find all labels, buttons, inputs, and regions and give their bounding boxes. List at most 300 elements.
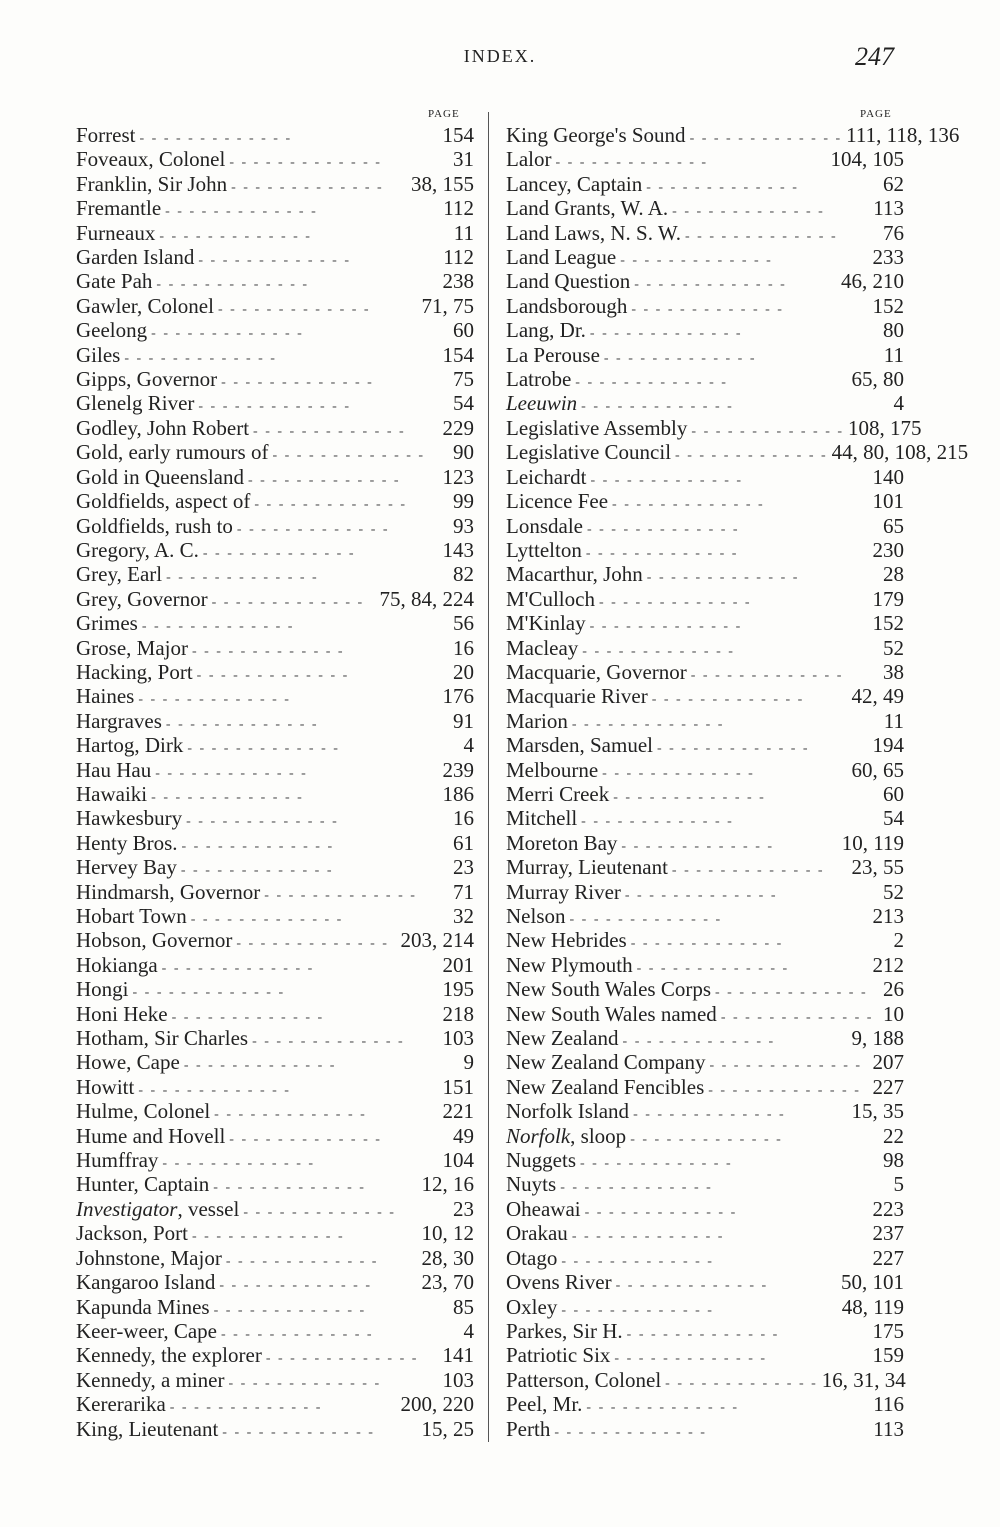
- leader-dashes: - - - - - - - - - - - - -: [690, 667, 844, 683]
- index-pages: 104: [442, 1148, 474, 1173]
- index-entry: [76, 221, 474, 245]
- leader-dashes: - - - - - - - - - - - - -: [247, 472, 401, 488]
- index-term: Giles: [76, 342, 121, 367]
- index-entry: [506, 562, 904, 586]
- index-pages: 104, 105: [830, 147, 904, 172]
- index-entry: [506, 391, 904, 415]
- index-pages: 71: [453, 879, 474, 904]
- index-entry: [76, 782, 474, 806]
- index-term: Nuyts: [506, 1172, 557, 1197]
- index-entry: [506, 294, 904, 318]
- index-term: Hotham, Sir Charles: [76, 1026, 249, 1051]
- index-entry: [76, 928, 474, 952]
- leader-dashes: - - - - - - - - - - - - -: [585, 545, 739, 561]
- index-entry: [76, 806, 474, 830]
- index-term: Oheawai: [506, 1196, 581, 1221]
- index-entry: [506, 1172, 904, 1196]
- index-pages: 5: [893, 1172, 904, 1197]
- index-entry: [76, 611, 474, 635]
- index-term: Hau Hau: [76, 757, 152, 782]
- index-pages: 111, 118, 136: [846, 123, 960, 147]
- index-pages: 82: [453, 562, 474, 587]
- index-entry: [76, 1270, 474, 1294]
- index-term: Leichardt: [506, 464, 587, 489]
- index-term: Legislative Council: [506, 440, 672, 465]
- index-pages: 101: [872, 489, 904, 514]
- index-term: Gate Pah: [76, 269, 153, 294]
- index-term: M'Kinlay: [506, 611, 586, 636]
- leader-dashes: - - - - - - - - - - - - -: [165, 204, 318, 220]
- leader-dashes: - - - - - - - - - - - - -: [691, 423, 845, 439]
- index-pages: 179: [872, 586, 904, 611]
- index-entry: [506, 880, 904, 904]
- index-entry: [76, 636, 474, 660]
- index-term: Gawler, Colonel: [76, 293, 214, 318]
- index-term: Norfolk Island: [506, 1099, 630, 1124]
- index-entry: [76, 514, 474, 538]
- leader-dashes: - - - - - - - - - - - - -: [213, 1180, 366, 1196]
- index-term: Peel, Mr.: [506, 1392, 583, 1417]
- leader-dashes: - - - - - - - - - - - - -: [575, 375, 728, 391]
- leader-dashes: - - - - - - - - - - - - -: [221, 375, 374, 391]
- index-pages: 49: [453, 1123, 474, 1148]
- leader-dashes: - - - - - - - - - - - - -: [624, 887, 778, 903]
- index-term: Perth: [506, 1416, 551, 1441]
- leader-dashes: - - - - - - - - - - - - -: [191, 643, 345, 659]
- leader-dashes: - - - - - - - - - - - - -: [159, 228, 312, 244]
- index-entry: [506, 172, 904, 196]
- index-pages: 143: [442, 537, 474, 562]
- leader-dashes: - - - - - - - - - - - - -: [685, 228, 838, 244]
- index-term: Otago: [506, 1245, 558, 1270]
- index-term: [76, 1197, 239, 1221]
- index-pages: 103: [442, 1367, 474, 1392]
- leader-dashes: - - - - - - - - - - - - -: [665, 1375, 818, 1391]
- index-entry: [76, 684, 474, 708]
- running-head: INDEX.: [463, 46, 537, 66]
- index-pages: 9, 188: [851, 1026, 904, 1051]
- index-pages: 237: [872, 1221, 904, 1246]
- index-pages: 175: [872, 1318, 904, 1343]
- leader-dashes: - - - - - - - - - - - - -: [229, 1131, 382, 1147]
- leader-dashes: - - - - - - - - - - - - -: [634, 277, 787, 293]
- leader-dashes: - - - - - - - - - - - - -: [151, 789, 304, 805]
- index-pages: 99: [453, 489, 474, 514]
- index-entry: [506, 1368, 904, 1392]
- leader-dashes: - - - - - - - - - - - - -: [584, 1204, 738, 1220]
- index-term-italic: Investigator: [76, 1196, 178, 1221]
- index-pages: 20: [453, 659, 474, 684]
- index-entry: [506, 1343, 904, 1367]
- index-pages: 212: [872, 952, 904, 977]
- index-pages: 116: [873, 1392, 904, 1417]
- index-entry: [76, 660, 474, 684]
- index-term: Hume and Hovell: [76, 1123, 226, 1148]
- index-entry: [506, 221, 904, 245]
- index-pages: 60, 65: [851, 757, 904, 782]
- index-term: Kennedy, the explorer: [76, 1343, 262, 1368]
- leader-dashes: - - - - - - - - - - - - -: [581, 814, 734, 830]
- index-entry: [506, 1026, 904, 1050]
- index-term: Kapunda Mines: [76, 1294, 210, 1319]
- index-entry: [76, 1246, 474, 1270]
- index-pages: 60: [883, 781, 904, 806]
- index-pages: 98: [883, 1148, 904, 1173]
- index-entry: [506, 831, 904, 855]
- leader-dashes: - - - - - - - - - - - - -: [571, 1229, 725, 1245]
- index-entry: [506, 1050, 904, 1074]
- index-term: Murray River: [506, 879, 621, 904]
- index-term: Lyttelton: [506, 537, 582, 562]
- index-pages: 200, 220: [400, 1392, 474, 1417]
- leader-dashes: - - - - - - - - - - - - -: [613, 789, 766, 805]
- index-pages: 154: [442, 342, 474, 367]
- index-term: Macquarie, Governor: [506, 659, 687, 684]
- index-term: New South Wales Corps: [506, 977, 711, 1002]
- index-entry: [506, 611, 904, 635]
- index-pages: 22: [883, 1123, 904, 1148]
- leader-dashes: - - - - - - - - - - - - -: [554, 1424, 707, 1440]
- index-pages: 71, 75: [421, 293, 474, 318]
- index-pages: 159: [872, 1343, 904, 1368]
- index-entry: [76, 1295, 474, 1319]
- right-page-column-label: PAGE: [860, 108, 892, 120]
- index-pages: 2: [893, 928, 904, 953]
- index-entry: [76, 1124, 474, 1148]
- leader-dashes: - - - - - - - - - - - - -: [228, 1375, 382, 1391]
- index-entry: [76, 343, 474, 367]
- leader-dashes: - - - - - - - - - - - - -: [222, 1424, 375, 1440]
- leader-dashes: - - - - - - - - - - - - -: [225, 1253, 379, 1269]
- index-pages: 44, 80, 108, 215: [831, 440, 969, 465]
- index-pages: 238: [442, 269, 474, 294]
- index-entry: [76, 1417, 474, 1441]
- index-term: Franklin, Sir John: [76, 171, 228, 196]
- index-pages: 65, 80: [851, 367, 904, 392]
- index-pages: 227: [872, 1245, 904, 1270]
- index-pages: 203, 214: [400, 928, 474, 953]
- index-entry: [76, 294, 474, 318]
- index-pages: 11: [883, 342, 904, 367]
- leader-dashes: - - - - - - - - - - - - -: [190, 912, 344, 927]
- leader-dashes: - - - - - - - - - - - - -: [272, 448, 426, 464]
- index-pages: 154: [442, 123, 474, 147]
- leader-dashes: - - - - - - - - - - - - -: [708, 1082, 861, 1098]
- index-pages: 65: [883, 513, 904, 538]
- leader-dashes: - - - - - - - - - - - - -: [186, 814, 339, 830]
- index-pages: 186: [442, 781, 474, 806]
- index-term: Macleay: [506, 635, 579, 660]
- index-term: Humffray: [76, 1148, 159, 1173]
- index-term: Hacking, Port: [76, 659, 193, 684]
- index-pages: 52: [883, 879, 904, 904]
- leader-dashes: - - - - - - - - - - - - -: [161, 960, 315, 976]
- leader-dashes: - - - - - - - - - - - - -: [589, 619, 743, 635]
- index-column-left: [76, 123, 474, 1441]
- index-pages: 28, 30: [421, 1245, 474, 1270]
- index-entry: [76, 440, 474, 464]
- index-pages: 4: [893, 391, 904, 416]
- index-pages: 91: [453, 708, 474, 733]
- leader-dashes: - - - - - - - - - - - - -: [138, 1082, 291, 1098]
- index-term: Marsden, Samuel: [506, 733, 653, 758]
- index-pages: 108, 175: [848, 415, 922, 440]
- index-pages: 75: [453, 367, 474, 392]
- leader-dashes: - - - - - - - - - - - - -: [166, 570, 319, 586]
- index-term: Gipps, Governor: [76, 367, 218, 392]
- index-term: Murray, Lieutenant: [506, 855, 668, 880]
- index-pages: 4: [463, 733, 474, 758]
- index-term: Geelong: [76, 318, 148, 343]
- index-entry: [76, 1148, 474, 1172]
- index-term: Fremantle: [76, 196, 162, 221]
- leader-dashes: - - - - - - - - - - - - -: [631, 301, 784, 317]
- index-pages: 62: [883, 171, 904, 196]
- index-term: New Hebrides: [506, 928, 627, 953]
- leader-dashes: - - - - - - - - - - - - -: [626, 1326, 780, 1342]
- leader-dashes: - - - - - - - - - - - - -: [586, 521, 740, 537]
- index-entry: [506, 538, 904, 562]
- index-entry: [506, 147, 904, 171]
- index-entry: [76, 1099, 474, 1123]
- index-term: Honi Heke: [76, 1001, 168, 1026]
- index-term: Patterson, Colonel: [506, 1367, 662, 1392]
- index-entry: [76, 855, 474, 879]
- leader-dashes: - - - - - - - - - - - - -: [264, 887, 417, 903]
- leader-dashes: - - - - - - - - - - - - -: [646, 570, 800, 586]
- index-term: Kererarika: [76, 1392, 166, 1417]
- leader-dashes: - - - - - - - - - - - - -: [252, 1034, 405, 1050]
- index-entry: [506, 489, 904, 513]
- index-term: Legislative Assembly: [506, 415, 688, 440]
- index-entry: [76, 269, 474, 293]
- index-term: Land League: [506, 245, 617, 270]
- index-pages: 42, 49: [851, 684, 904, 709]
- leader-dashes: - - - - - - - - - - - - -: [213, 1302, 367, 1318]
- index-entry: [506, 1319, 904, 1343]
- leader-dashes: - - - - - - - - - - - - -: [602, 765, 755, 781]
- index-term: Hobson, Governor: [76, 928, 233, 953]
- index-term: Hulme, Colonel: [76, 1099, 211, 1124]
- index-term: Grimes: [76, 611, 138, 636]
- leader-dashes: - - - - - - - - - - - - -: [656, 741, 810, 757]
- index-term: Melbourne: [506, 757, 599, 782]
- index-entry: [506, 806, 904, 830]
- index-term: New Zealand: [506, 1026, 619, 1051]
- index-entry: [506, 343, 904, 367]
- index-term: New Zealand Fencibles: [506, 1074, 705, 1099]
- left-page-column-label: PAGE: [428, 108, 460, 120]
- leader-dashes: - - - - - - - - - - - - -: [555, 155, 709, 171]
- index-pages: 10: [883, 1001, 904, 1026]
- index-entry: [76, 416, 474, 440]
- page-number: 247: [855, 42, 894, 71]
- index-term: Howe, Cape: [76, 1050, 180, 1075]
- leader-dashes: - - - - - - - - - - - - -: [254, 497, 407, 513]
- index-pages: 152: [872, 293, 904, 318]
- leader-dashes: - - - - - - - - - - - - -: [614, 1351, 768, 1367]
- index-entry: [76, 1002, 474, 1026]
- index-term: Land Grants, W. A.: [506, 196, 669, 221]
- leader-dashes: - - - - - - - - - - - - -: [132, 985, 286, 1001]
- index-pages: 31: [453, 147, 474, 172]
- column-divider: [488, 112, 489, 1442]
- index-pages: 75, 84, 224: [379, 586, 474, 611]
- index-entry: [506, 1197, 904, 1221]
- index-pages: 32: [453, 904, 474, 928]
- leader-dashes: - - - - - - - - - - - - -: [141, 619, 295, 635]
- index-pages: 113: [873, 196, 904, 221]
- leader-dashes: - - - - - - - - - - - - -: [615, 1278, 769, 1294]
- index-term-suffix: , vessel: [177, 1196, 240, 1221]
- leader-dashes: - - - - - - - - - - - - -: [630, 1131, 783, 1147]
- leader-dashes: - - - - - - - - - - - - -: [590, 472, 744, 488]
- index-term: Grey, Governor: [76, 586, 208, 611]
- index-entry: [76, 147, 474, 171]
- index-pages: 46, 210: [841, 269, 904, 294]
- leader-dashes: - - - - - - - - - - - - -: [620, 253, 773, 269]
- leader-dashes: - - - - - - - - - - - - -: [569, 912, 723, 927]
- index-entry: [506, 758, 904, 782]
- index-term: Goldfields, rush to: [76, 513, 233, 538]
- leader-dashes: - - - - - - - - - - - - -: [220, 1326, 374, 1342]
- index-entry: [506, 709, 904, 733]
- leader-dashes: - - - - - - - - - - - - -: [630, 936, 784, 952]
- index-entry: [76, 733, 474, 757]
- index-entry: [76, 172, 474, 196]
- index-pages: 10, 12: [421, 1221, 474, 1246]
- index-pages: 90: [453, 440, 474, 465]
- index-pages: 52: [883, 635, 904, 660]
- index-term: Grose, Major: [76, 635, 188, 660]
- index-pages: 218: [442, 1001, 474, 1026]
- index-entry: [506, 1417, 904, 1441]
- index-entry: [76, 1221, 474, 1245]
- index-entry: [506, 1099, 904, 1123]
- leader-dashes: - - - - - - - - - - - - -: [243, 1204, 396, 1220]
- index-entry: [506, 1246, 904, 1270]
- leader-dashes: - - - - - - - - - - - - -: [709, 1058, 863, 1074]
- index-entry: [76, 977, 474, 1001]
- index-pages: 16, 31, 34: [821, 1367, 906, 1392]
- index-term: Godley, John Robert: [76, 415, 250, 440]
- index-entry: [76, 245, 474, 269]
- index-pages: 76: [883, 220, 904, 245]
- index-term: Land Laws, N. S. W.: [506, 220, 681, 245]
- index-entry: [506, 514, 904, 538]
- index-term: Hargraves: [76, 708, 162, 733]
- index-term: New South Wales named: [506, 1001, 717, 1026]
- index-term: Lalor: [506, 147, 552, 172]
- index-term: Howitt: [76, 1074, 135, 1099]
- index-term: [506, 1124, 626, 1148]
- leader-dashes: - - - - - - - - - - - - -: [672, 204, 825, 220]
- index-pages: 61: [453, 830, 474, 855]
- leader-dashes: - - - - - - - - - - - - -: [180, 863, 334, 879]
- index-pages: 229: [442, 415, 474, 440]
- leader-dashes: - - - - - - - - - - - - -: [671, 863, 825, 879]
- index-entry: [506, 1392, 904, 1416]
- leader-dashes: - - - - - - - - - - - - -: [124, 350, 277, 366]
- leader-dashes: - - - - - - - - - - - - -: [165, 716, 319, 732]
- index-pages: 54: [883, 806, 904, 831]
- leader-dashes: - - - - - - - - - - - - -: [231, 179, 384, 195]
- leader-dashes: - - - - - - - - - - - - -: [217, 301, 371, 317]
- index-pages: 9: [463, 1050, 474, 1075]
- index-term: Lancey, Captain: [506, 171, 643, 196]
- index-pages: 4: [463, 1318, 474, 1343]
- index-term: Hobart Town: [76, 904, 187, 928]
- index-entry: [506, 1002, 904, 1026]
- index-entry: [76, 953, 474, 977]
- leader-dashes: - - - - - - - - - - - - -: [651, 692, 805, 708]
- index-entry: [76, 1050, 474, 1074]
- index-term: Glenelg River: [76, 391, 195, 416]
- leader-dashes: - - - - - - - - - - - - -: [162, 1156, 316, 1172]
- index-pages: 230: [872, 537, 904, 562]
- index-pages: 239: [442, 757, 474, 782]
- index-term: Parkes, Sir H.: [506, 1318, 623, 1343]
- index-pages: 112: [443, 245, 474, 270]
- leader-dashes: - - - - - - - - - - - - -: [196, 667, 350, 683]
- index-term: Nuggets: [506, 1148, 576, 1173]
- index-entry: [76, 1026, 474, 1050]
- leader-dashes: - - - - - - - - - - - - -: [181, 838, 335, 854]
- leader-dashes: - - - - - - - - - - - - -: [139, 131, 293, 146]
- index-entry: [506, 782, 904, 806]
- index-pages: 223: [872, 1196, 904, 1221]
- leader-dashes: - - - - - - - - - - - - -: [715, 985, 868, 1001]
- leader-dashes: - - - - - - - - - - - - -: [202, 545, 356, 561]
- index-entry: [76, 1392, 474, 1416]
- index-entry: [506, 855, 904, 879]
- index-term: Latrobe: [506, 367, 572, 392]
- index-pages: 233: [872, 245, 904, 270]
- index-term: Haines: [76, 684, 135, 709]
- index-entry: [506, 415, 922, 440]
- index-pages: 201: [442, 952, 474, 977]
- leader-dashes: - - - - - - - - - - - - -: [198, 253, 351, 269]
- index-entry: [76, 562, 474, 586]
- index-entry: [76, 1075, 474, 1099]
- index-term: Gregory, A. C.: [76, 537, 199, 562]
- index-term: Garden Island: [76, 245, 195, 270]
- index-entry: [76, 1319, 474, 1343]
- leader-dashes: - - - - - - - - - - - - -: [581, 399, 734, 415]
- index-pages: 11: [883, 708, 904, 733]
- index-term: King George's Sound: [506, 123, 686, 147]
- index-term: Keer-weer, Cape: [76, 1318, 217, 1343]
- index-term: Merri Creek: [506, 781, 610, 806]
- index-term: New Zealand Company: [506, 1050, 706, 1075]
- index-term: Ovens River: [506, 1270, 612, 1295]
- index-term: Patriotic Six: [506, 1343, 611, 1368]
- leader-dashes: - - - - - - - - - - - - -: [621, 838, 775, 854]
- index-entry: [76, 367, 474, 391]
- index-pages: 28: [883, 562, 904, 587]
- leader-dashes: - - - - - - - - - - - - -: [187, 741, 340, 757]
- index-entry: [506, 1148, 904, 1172]
- leader-dashes: - - - - - - - - - - - - -: [171, 1009, 325, 1025]
- index-pages: 50, 101: [841, 1270, 904, 1295]
- index-pages: 207: [872, 1050, 904, 1075]
- index-term: Hervey Bay: [76, 855, 177, 880]
- index-pages: 23: [453, 855, 474, 880]
- index-pages: 56: [453, 611, 474, 636]
- index-entry: [506, 684, 904, 708]
- index-entry: [76, 318, 474, 342]
- index-entry: [76, 489, 474, 513]
